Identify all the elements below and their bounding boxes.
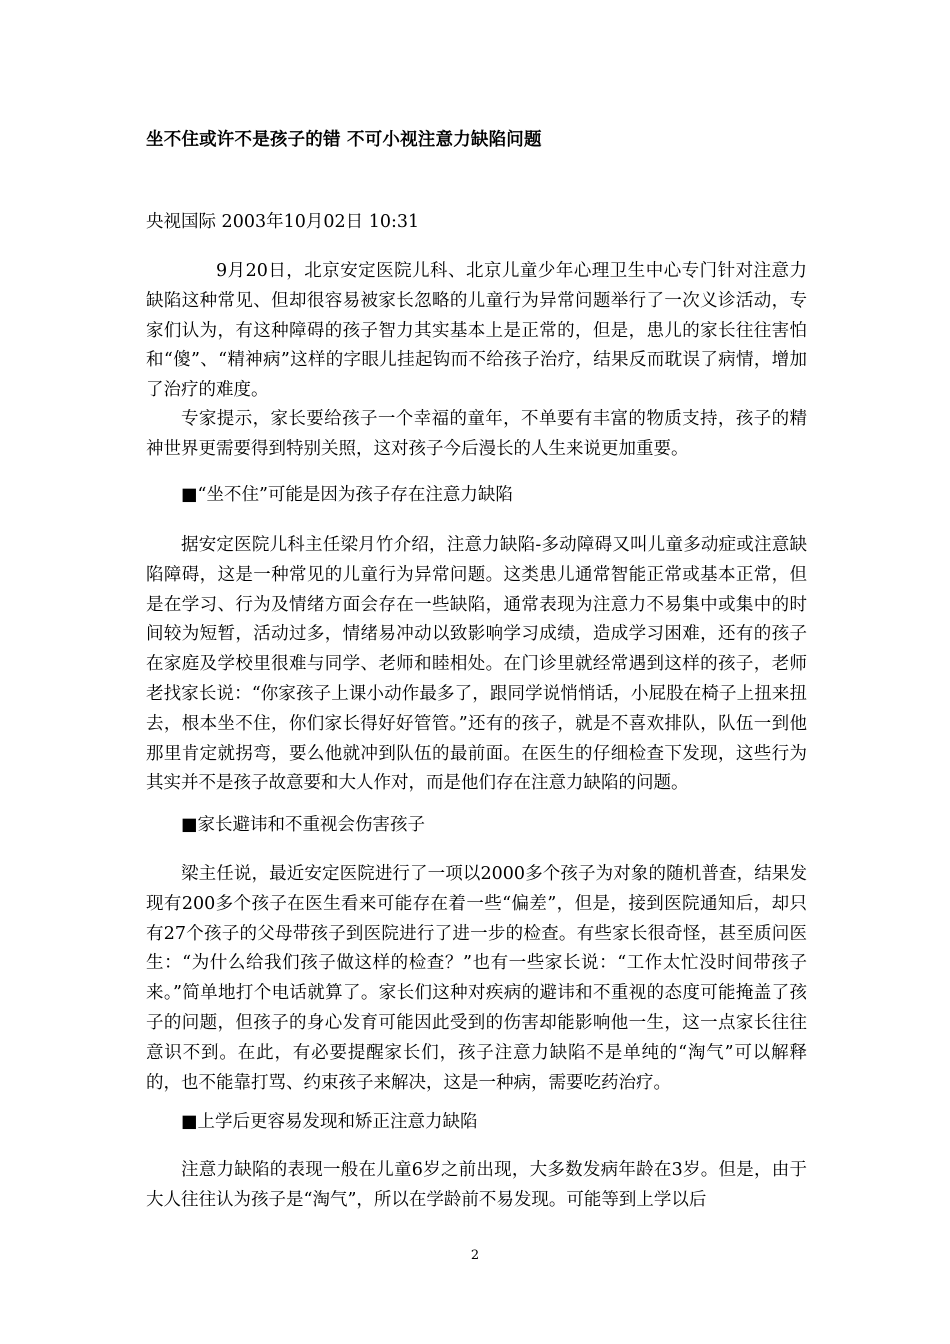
paragraph-expert-tip: 专家提示，家长要给孩子一个幸福的童年，不单要有丰富的物质支持，孩子的精神世界更需要得到特别关照，这对孩子今后漫长的人生来说更加重要。 bbox=[146, 409, 807, 459]
article-byline: 央视国际 2003年10月02日 10:31 bbox=[146, 212, 420, 232]
section-heading-1: ■“坐不住”可能是因为孩子存在注意力缺陷 bbox=[181, 485, 513, 505]
article-title: 坐不住或许不是孩子的错 不可小视注意力缺陷问题 bbox=[146, 130, 542, 150]
paragraph-section-2: 梁主任说，最近安定医院进行了一项以2000多个孩子为对象的随机普查，结果发现有200多个孩子在医生看来可能存在着一些“偏差”，但是，接到医院通知后，却只有27个孩子的父母带孩子到医院进行了进一步的检查。有些家长很奇怪，甚至质问医生：“为什么给我们孩子做这样的检查？”也有一些家长说：“工作太忙没时间带孩子来。”简单地打个电话就算了。家长们这种对疾病的避讳和不重视的态度可能掩盖了孩子的问题，但孩子的身心发育可能因此受到的伤害却能影响他一生，这一点家长往往意识不到。在此，有必要提醒家长们，孩子注意力缺陷不是单纯的“淘气”可以解释的，也不能靠打骂、约束孩子来解决，这是一种病，需要吃药治疗。 bbox=[146, 864, 807, 1093]
paragraph-section-3: 注意力缺陷的表现一般在儿童6岁之前出现，大多数发病年龄在3岁。但是，由于大人往往认为孩子是“淘气”，所以在学龄前不易发现。可能等到上学以后 bbox=[146, 1160, 807, 1210]
paragraph-section-1: 据安定医院儿科主任梁月竹介绍，注意力缺陷-多动障碍又叫儿童多动症或注意缺陷障碍，这是一种常见的儿童行为异常问题。这类患儿通常智能正常或基本正常，但是在学习、行为及情绪方面会存在一些缺陷，通常表现为注意力不易集中或集中的时间较为短暂，活动过多，情绪易冲动以致影响学习成绩，造成学习困难，还有的孩子在家庭及学校里很难与同学、老师和睦相处。在门诊里就经常遇到这样的孩子，老师老找家长说：“你家孩子上课小动作最多了，跟同学说悄悄话，小屁股在椅子上扭来扭去，根本坐不住，你们家长得好好管管。”还有的孩子，就是不喜欢排队，队伍一到他那里肯定就拐弯，要么他就冲到队伍的最前面。在医生的仔细检查下发现，这些行为其实并不是孩子故意要和大人作对，而是他们存在注意力缺陷的问题。 bbox=[146, 535, 807, 794]
paragraph-intro: 9月20日，北京安定医院儿科、北京儿童少年心理卫生中心专门针对注意力缺陷这种常见、但却很容易被家长忽略的儿童行为异常问题举行了一次义诊活动，专家们认为，有这种障碍的孩子智力其实基本上是正常的，但是，患儿的家长往往害怕和“傻”、“精神病”这样的字眼儿挂起钩而不给孩子治疗，结果反而耽误了病情，增加了治疗的难度。 bbox=[146, 261, 807, 401]
section-heading-2: ■家长避讳和不重视会伤害孩子 bbox=[181, 815, 426, 835]
section-heading-3: ■上学后更容易发现和矫正注意力缺陷 bbox=[181, 1112, 478, 1132]
page-number: 2 bbox=[470, 1248, 480, 1263]
